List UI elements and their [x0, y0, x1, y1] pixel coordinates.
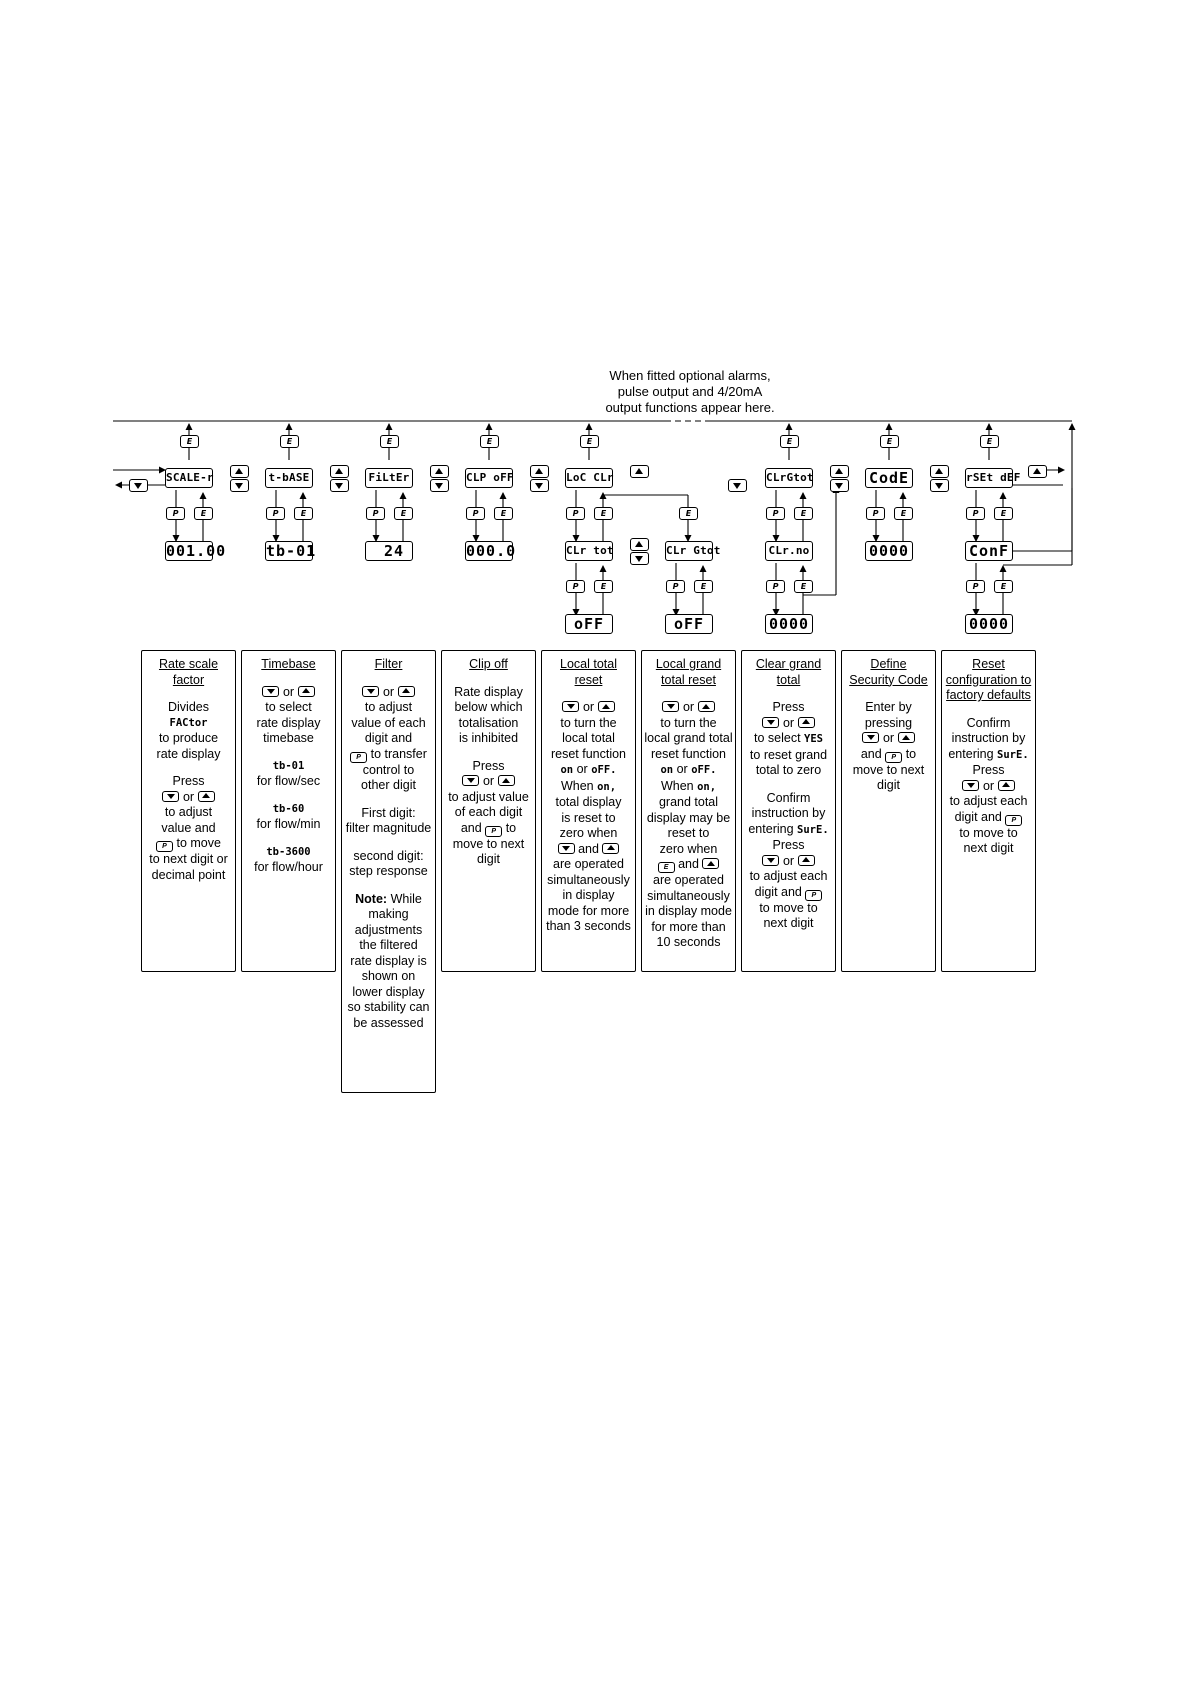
up-arrow-key[interactable] — [530, 465, 549, 478]
optional-functions-note: When fitted optional alarms, pulse output and 4/20mA output functions appear here. — [605, 368, 775, 415]
program-key[interactable]: P — [866, 507, 885, 520]
up-arrow-key[interactable] — [630, 538, 649, 551]
up-arrow-key — [298, 686, 315, 697]
program-key: P — [885, 752, 902, 763]
up-arrow-key[interactable] — [1028, 465, 1047, 478]
enter-key[interactable]: E — [380, 435, 399, 448]
enter-key[interactable]: E — [679, 507, 698, 520]
up-arrow-key[interactable] — [630, 465, 649, 478]
desc-local-grand-total-reset: Local grand total reset or to turn the local grand total reset function on or oFF. When on, grand total display may be reset to zero when E and are operated simultaneously in display mode for more than 10 seconds — [641, 650, 736, 972]
enter-key[interactable]: E — [480, 435, 499, 448]
up-arrow-key[interactable] — [330, 465, 349, 478]
enter-key[interactable]: E — [294, 507, 313, 520]
enter-key[interactable]: E — [580, 435, 599, 448]
down-arrow-key — [862, 732, 879, 743]
down-arrow-key — [562, 701, 579, 712]
value-scale-factor: 001.00 — [166, 542, 227, 560]
value-conf: 0000 — [965, 614, 1013, 634]
down-arrow-key[interactable] — [930, 479, 949, 492]
enter-key[interactable]: E — [180, 435, 199, 448]
up-arrow-key — [898, 732, 915, 743]
down-arrow-key — [162, 791, 179, 802]
program-key: P — [485, 826, 502, 837]
desc-timebase: Timebase or to select rate display timebase tb-01 for flow/sec tb-60 for flow/min tb-3600 for flow/hour — [241, 650, 336, 972]
down-arrow-key — [362, 686, 379, 697]
enter-key[interactable]: E — [994, 507, 1013, 520]
enter-key[interactable]: E — [794, 580, 813, 593]
program-key[interactable]: P — [566, 580, 585, 593]
desc-reset-configuration: Reset configuration to factory defaults Confirm instruction by entering SurE. Press or to adjust each digit and P to move to next digit — [941, 650, 1036, 972]
program-key[interactable]: P — [666, 580, 685, 593]
down-arrow-key — [262, 686, 279, 697]
up-arrow-key — [798, 855, 815, 866]
desc-rate-scale-factor: Rate scale factor Divides FACtor to produce rate display Press or to adjust value and P to move to next digit or decimal point — [141, 650, 236, 972]
enter-key[interactable]: E — [994, 580, 1013, 593]
value-clip-off: 000.0 — [466, 542, 517, 560]
up-arrow-key — [602, 843, 619, 854]
up-arrow-key — [702, 858, 719, 869]
desc-clip-off: Clip off Rate display below which totalisation is inhibited Press or to adjust value of each digit and P to move to next digit — [441, 650, 536, 972]
enter-key[interactable]: E — [594, 507, 613, 520]
program-key: P — [1005, 815, 1022, 826]
enter-key[interactable]: E — [194, 507, 213, 520]
enter-key[interactable]: E — [880, 435, 899, 448]
up-arrow-key — [198, 791, 215, 802]
program-key[interactable]: P — [366, 507, 385, 520]
enter-key[interactable]: E — [780, 435, 799, 448]
down-arrow-key[interactable] — [330, 479, 349, 492]
program-key[interactable]: P — [766, 507, 785, 520]
down-arrow-key[interactable] — [430, 479, 449, 492]
up-arrow-key[interactable] — [830, 465, 849, 478]
up-arrow-key — [998, 780, 1015, 791]
program-key[interactable]: P — [766, 580, 785, 593]
value-filter: 24 — [365, 541, 413, 561]
enter-key[interactable]: E — [894, 507, 913, 520]
down-arrow-key[interactable] — [530, 479, 549, 492]
program-key[interactable]: P — [166, 507, 185, 520]
enter-key[interactable]: E — [594, 580, 613, 593]
program-key[interactable]: P — [266, 507, 285, 520]
display-t-base: t-bASE — [265, 468, 313, 488]
display-scale-r: SCALE-r — [165, 468, 213, 488]
down-arrow-key — [558, 843, 575, 854]
down-arrow-key[interactable] — [630, 552, 649, 565]
display-clr-tot: CLr tot — [565, 541, 613, 561]
down-arrow-key[interactable] — [728, 479, 747, 492]
program-key: P — [805, 890, 822, 901]
down-arrow-key — [462, 775, 479, 786]
program-key: P — [350, 752, 367, 763]
enter-key[interactable]: E — [394, 507, 413, 520]
up-arrow-key[interactable] — [230, 465, 249, 478]
display-clr-gtot-sub: CLr Gtot — [665, 541, 713, 561]
program-key[interactable]: P — [566, 507, 585, 520]
display-clp-off: CLP oFF — [465, 468, 513, 488]
desc-filter: Filter or to adjust value of each digit and P to transfer control to other digit First digit: filter magnitude second digit: step response Note: While making adjustments the filtered rate display is shown on lower display so stability can be assessed — [341, 650, 436, 1093]
value-clr-tot: oFF — [565, 614, 613, 634]
up-arrow-key[interactable] — [930, 465, 949, 478]
up-arrow-key[interactable] — [430, 465, 449, 478]
enter-key[interactable]: E — [694, 580, 713, 593]
enter-key[interactable]: E — [794, 507, 813, 520]
down-arrow-key — [962, 780, 979, 791]
enter-key[interactable]: E — [280, 435, 299, 448]
program-key: P — [156, 841, 173, 852]
up-arrow-key — [498, 775, 515, 786]
down-arrow-key[interactable] — [129, 479, 148, 492]
desc-local-total-reset: Local total reset or to turn the local total reset function on or oFF. When on, total display is reset to zero when and are operated simultaneously in display mode for more than 3 seconds — [541, 650, 636, 972]
display-loc-clr: LoC CLr — [565, 468, 613, 488]
up-arrow-key — [398, 686, 415, 697]
up-arrow-key — [698, 701, 715, 712]
display-code: CodE — [865, 468, 913, 488]
display-clr-no: CLr.no — [765, 541, 813, 561]
enter-key[interactable]: E — [980, 435, 999, 448]
value-clr-no: 0000 — [765, 614, 813, 634]
program-key[interactable]: P — [966, 507, 985, 520]
program-key[interactable]: P — [966, 580, 985, 593]
down-arrow-key — [762, 855, 779, 866]
display-conf: ConF — [965, 541, 1013, 561]
enter-key[interactable]: E — [494, 507, 513, 520]
up-arrow-key — [798, 717, 815, 728]
down-arrow-key — [662, 701, 679, 712]
up-arrow-key — [598, 701, 615, 712]
display-rset-def: rSEt dEF — [965, 468, 1013, 488]
down-arrow-key — [762, 717, 779, 728]
display-clr-gtot: CLrGtot — [765, 468, 813, 488]
value-security-code: 0000 — [865, 541, 913, 561]
display-filter: FiLtEr — [365, 468, 413, 488]
program-key[interactable]: P — [466, 507, 485, 520]
desc-define-security-code: Define Security Code Enter by pressing or and P to move to next digit — [841, 650, 936, 972]
value-timebase: tb-01 — [266, 542, 317, 560]
enter-key: E — [658, 862, 675, 873]
down-arrow-key[interactable] — [830, 479, 849, 492]
down-arrow-key[interactable] — [230, 479, 249, 492]
desc-clear-grand-total: Clear grand total Press or to select YES to reset grand total to zero Confirm instruction by entering SurE. Press or to adjust each digit and P to move to next digit — [741, 650, 836, 972]
value-clr-gtot: oFF — [665, 614, 713, 634]
